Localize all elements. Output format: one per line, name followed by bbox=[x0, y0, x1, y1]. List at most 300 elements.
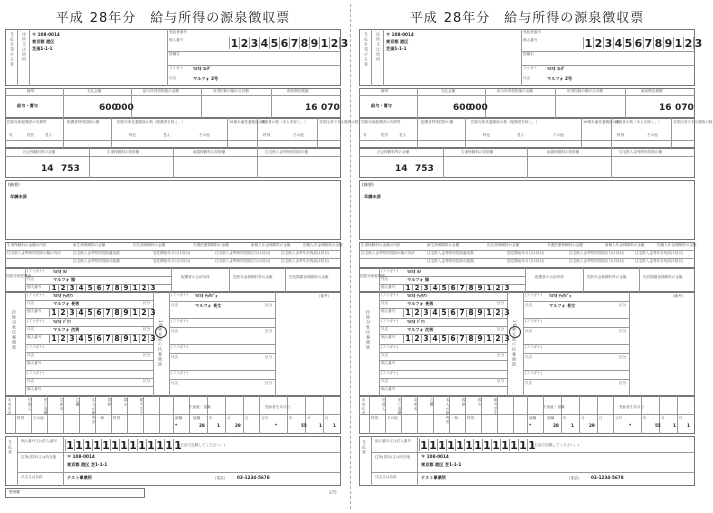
digit-cell: 8 bbox=[466, 334, 475, 343]
under16-name-label: 氏名 bbox=[525, 329, 533, 333]
life-insurance-header: 生命保険料の控除額 bbox=[461, 150, 494, 154]
digit-cell: 1 bbox=[130, 334, 139, 343]
under16-count-header: 16歳未満扶養親族の数 bbox=[583, 120, 620, 124]
dependent-kana-label: (フリガナ) bbox=[381, 293, 398, 297]
seiri-box bbox=[5, 488, 145, 498]
digit-cell: 1 bbox=[230, 37, 239, 50]
dependent-no-label: 個人番号 bbox=[27, 309, 42, 313]
detail-balance-2: 住宅借入金等年末残高(2回目) bbox=[281, 259, 330, 263]
dependent-divider bbox=[379, 344, 507, 345]
digit-cell: 9 bbox=[310, 37, 319, 50]
digit-cell: 9 bbox=[475, 308, 484, 317]
under16-ku-label: 区分 bbox=[265, 355, 273, 359]
digit-cell: 1 bbox=[429, 439, 437, 452]
digit-cell: 8 bbox=[654, 37, 663, 50]
dependent-subline bbox=[25, 300, 153, 301]
under16-count-header: 16歳未満扶養親族の数 bbox=[229, 120, 266, 124]
remarks-box bbox=[359, 180, 695, 240]
sub-follow: 従有 bbox=[27, 133, 35, 137]
digit-cell: 1 bbox=[584, 37, 593, 50]
status-col-line bbox=[243, 396, 244, 434]
status-header: 本人が障害者 bbox=[445, 398, 449, 425]
digit-cell: 5 bbox=[624, 37, 633, 50]
dependent-name-label: 氏名 bbox=[27, 379, 35, 383]
status-subheader: 月 bbox=[581, 416, 585, 420]
spouse-special-header: 配偶者特別控除の額 bbox=[421, 120, 454, 124]
col-after-deduction: 給与所得控除後の金額 bbox=[143, 89, 179, 93]
dependent-no-label: 個人番号 bbox=[381, 387, 396, 391]
amount-type: 給与・賞与 bbox=[371, 103, 392, 108]
under16-kana-label: (フリガナ) bbox=[171, 345, 188, 349]
social-insurance-thousands: 14 bbox=[41, 164, 54, 174]
position-label: 役職名 bbox=[169, 52, 180, 56]
birth-year: 55 bbox=[301, 423, 307, 428]
detail-medical: 介護医療保険料の金額 bbox=[547, 243, 583, 247]
sub-yes: 有 bbox=[363, 133, 367, 137]
spouse-kana-label: (フリガナ) bbox=[27, 269, 44, 273]
digit-cell: 9 bbox=[664, 37, 673, 50]
under16-kana-label: (フリガナ) bbox=[525, 371, 542, 375]
digit-cell: 1 bbox=[528, 439, 536, 452]
digit-cell: 2 bbox=[139, 284, 148, 292]
digit-cell: 4 bbox=[430, 334, 439, 343]
selection-circle bbox=[155, 326, 167, 338]
under16-kana-label: (フリガナ) bbox=[525, 293, 542, 297]
withholding-slip-copy-1 bbox=[3, 0, 359, 513]
sub-special: 特別 bbox=[263, 133, 271, 137]
dependent-kana-label: (フリガナ) bbox=[27, 319, 44, 323]
status-subheader: 日 bbox=[245, 416, 249, 420]
payee-personal-no bbox=[583, 37, 703, 49]
digit-cell: 1 bbox=[447, 439, 455, 452]
digit-cell: 4 bbox=[430, 308, 439, 317]
dependent-subline bbox=[25, 378, 153, 379]
status-header: 死亡退職 bbox=[43, 398, 47, 416]
detail-old-life: 旧生命保険料の金額 bbox=[487, 243, 520, 247]
status-subheader: 年 bbox=[289, 416, 293, 420]
tax-thousands: 16 bbox=[659, 103, 672, 113]
under16-label: 16歳未満の扶養親族 bbox=[158, 320, 163, 368]
detail-housing-type-2: 住宅借入金等特別控除区分(2回目) bbox=[569, 259, 625, 263]
spouse-income-label: 配偶者の合計所得 bbox=[181, 275, 210, 279]
status-subheader: 年 bbox=[209, 416, 213, 420]
dependents-label: 控除対象扶養親族 bbox=[366, 310, 371, 350]
spouse-name-label: 氏名 bbox=[381, 277, 389, 281]
status-header: 寡婦 bbox=[461, 398, 465, 407]
digit-cell: 2 bbox=[493, 334, 502, 343]
digit-cell: 3 bbox=[502, 334, 511, 343]
dependent-subline bbox=[379, 360, 507, 361]
payee-address-label: 住所又は居所 bbox=[22, 32, 27, 62]
housing-loan-header: 住宅借入金等特別控除の額 bbox=[619, 150, 663, 154]
social-insurance-ones: 753 bbox=[415, 164, 434, 174]
dependent-no-label: 個人番号 bbox=[381, 335, 396, 339]
under16-name-label: 氏名 bbox=[171, 381, 179, 385]
status-col-line bbox=[259, 396, 260, 434]
payee-postal: 〒 108-0014 bbox=[386, 32, 414, 37]
digit-cell: 8 bbox=[466, 284, 475, 292]
sub-elderly-2: 老人 bbox=[163, 133, 171, 137]
col-type: 種別 bbox=[381, 89, 389, 93]
payee-postal: 〒 108-0014 bbox=[32, 32, 60, 37]
digit-cell: 1 bbox=[49, 334, 58, 343]
digit-cell: 6 bbox=[448, 308, 457, 317]
digit-cell: 1 bbox=[483, 439, 491, 452]
payee-name-label: 氏名 bbox=[169, 76, 177, 80]
under16-kana-label: (フリガナ) bbox=[525, 345, 542, 349]
digit-cell: 5 bbox=[439, 308, 448, 317]
digit-cell: 1 bbox=[484, 308, 493, 317]
era-label: 平成 bbox=[55, 11, 84, 26]
dependent-no-label: 個人番号 bbox=[27, 361, 42, 365]
sub-other: その他 bbox=[199, 133, 210, 137]
status-subheader: 就職 bbox=[529, 416, 537, 420]
furigana-label: フリガナ bbox=[523, 66, 538, 70]
status-col-line bbox=[173, 396, 174, 434]
dependent-name: マルフォ 次男 bbox=[53, 327, 80, 332]
withholding-slip-copy-2 bbox=[357, 0, 713, 513]
birth-day: 1 bbox=[687, 423, 690, 428]
personal-no-label: 個人番号 bbox=[169, 38, 184, 42]
social-insurance-ones: 753 bbox=[61, 164, 80, 174]
under16-kana: ﾏﾙﾌｵ ﾁｮｳｼﾞｮ bbox=[549, 293, 572, 298]
digit-cell: 1 bbox=[465, 439, 473, 452]
sub-elderly: 老人 bbox=[45, 133, 53, 137]
dependent-name: マルフォ 次男 bbox=[407, 327, 434, 332]
digit-cell: 1 bbox=[111, 439, 119, 452]
remarks-label: (摘要) bbox=[362, 182, 374, 187]
status-col-line bbox=[561, 396, 562, 434]
col-withholding: 源泉徴収税額 bbox=[641, 89, 663, 93]
status-subheader: 退職 bbox=[547, 416, 555, 420]
dependent-no bbox=[49, 308, 157, 317]
dependent-ku-label: 区分 bbox=[497, 353, 505, 357]
under16-name-label: 氏名 bbox=[525, 355, 533, 359]
spouse-kana: ﾏﾙﾌｵ ﾖﾒ bbox=[407, 269, 422, 274]
payer-phone-label: (電話) bbox=[569, 476, 579, 480]
dependent-ku-label: 区分 bbox=[143, 353, 151, 357]
spouse-name-label: 氏名 bbox=[27, 277, 35, 281]
digit-cell: 7 bbox=[103, 284, 112, 292]
status-subheader: 日 bbox=[325, 416, 329, 420]
payee-address-1: 東京都 港区 bbox=[32, 39, 55, 44]
under16-name: マルフォ 長女 bbox=[549, 303, 576, 308]
dependent-subline bbox=[379, 300, 507, 301]
remarks-text: 年調未済 bbox=[10, 194, 27, 199]
status-subheader: 一般 bbox=[97, 416, 105, 420]
under16-name-label: 氏名 bbox=[171, 355, 179, 359]
detail-medical: 介護医療保険料の金額 bbox=[193, 243, 229, 247]
position-label: 役職名 bbox=[523, 52, 534, 56]
payer-address: 東京都 港区 芝1-1-1 bbox=[67, 462, 108, 467]
status-subheader: 日 bbox=[679, 416, 683, 420]
form-title bbox=[3, 7, 343, 26]
dependent-kana: ﾏﾙﾌｵ ｼﾞﾅﾝ bbox=[407, 319, 426, 324]
dependent-kana: ﾏﾙﾌｵ ﾁｮｳﾅﾝ bbox=[407, 293, 428, 298]
receiver-no-label: 受給者番号 bbox=[169, 30, 187, 34]
status-header: 乙欄 bbox=[75, 398, 79, 407]
dependent-name-label: 氏名 bbox=[381, 379, 389, 383]
status-subheader: 特別 bbox=[17, 416, 25, 420]
earthquake-insurance-header: 地震保険料の控除額 bbox=[193, 150, 226, 154]
payer-postal: 〒 108-0014 bbox=[67, 454, 95, 459]
digit-cell: 1 bbox=[130, 284, 139, 292]
status-subheader: その他 bbox=[33, 416, 44, 420]
dependent-name-label: 氏名 bbox=[27, 327, 35, 331]
digit-cell: 3 bbox=[604, 37, 613, 50]
payment-ones: 000 bbox=[469, 103, 488, 113]
payer-postal: 〒 108-0014 bbox=[421, 454, 449, 459]
dependent-divider bbox=[25, 370, 153, 371]
payer-no-note: (右詰で記載してください。) bbox=[179, 443, 225, 447]
dependent-divider bbox=[25, 318, 153, 319]
payer-address: 東京都 港区 芝1-1-1 bbox=[421, 462, 462, 467]
under16-ku-label: 区分 bbox=[619, 355, 627, 359]
sub-other-2: その他 bbox=[647, 133, 658, 137]
col-withholding: 源泉徴収税額 bbox=[287, 89, 309, 93]
payee-address-label: 住所又は居所 bbox=[376, 32, 381, 62]
status-header: 寡夫 bbox=[123, 398, 127, 407]
digit-cell: 1 bbox=[165, 439, 173, 452]
spouse-special-header: 配偶者特別控除の額 bbox=[67, 120, 100, 124]
detail-old-pension: 旧個人年金保険料の金額 bbox=[303, 243, 343, 247]
birth-day: 1 bbox=[333, 423, 336, 428]
detail-housing-count: 住宅借入金等特別控除適用数 bbox=[427, 251, 474, 255]
dependent-subline bbox=[379, 326, 507, 327]
status-subheader: 就職 bbox=[175, 416, 183, 420]
detail-balance-1: 住宅借入金等年末残高(1回目) bbox=[635, 251, 684, 255]
status-month: 1 bbox=[217, 423, 220, 428]
digit-cell: 8 bbox=[112, 284, 121, 292]
status-subheader: 月 bbox=[661, 416, 665, 420]
digit-cell: 2 bbox=[330, 37, 339, 50]
under16-name-label: 氏名 bbox=[171, 329, 179, 333]
col-deduction-total: 所得控除の額の合計額 bbox=[213, 89, 249, 93]
dependent-name-label: 氏名 bbox=[381, 301, 389, 305]
dependent-no bbox=[403, 308, 511, 317]
digit-cell: 1 bbox=[484, 284, 493, 292]
status-col-line bbox=[225, 396, 226, 434]
payer-no-label: 個人番号又は法人番号 bbox=[21, 439, 57, 443]
status-year: 28 bbox=[553, 423, 559, 428]
digit-cell: 1 bbox=[49, 308, 58, 317]
under16-name-label: 氏名 bbox=[171, 303, 179, 307]
remarks-label: (摘要) bbox=[8, 182, 20, 187]
status-col-line bbox=[543, 396, 544, 434]
dependent-kana: ﾏﾙﾌｵ ﾁｮｳﾅﾝ bbox=[53, 293, 74, 298]
old-pension-label: 旧長期損害保険料の金額 bbox=[289, 275, 329, 279]
detail-old-pension: 旧個人年金保険料の金額 bbox=[657, 243, 697, 247]
under16-ku-label: 区分 bbox=[265, 329, 273, 333]
dependent-name-label: 氏名 bbox=[27, 301, 35, 305]
status-subheader: 特別 bbox=[371, 416, 379, 420]
under16-name: マルフォ 長女 bbox=[195, 303, 222, 308]
biko-label: (備考) bbox=[673, 294, 683, 298]
digit-cell: 3 bbox=[421, 308, 430, 317]
under16-ku-label: 区分 bbox=[619, 303, 627, 307]
dependent-name: マルフォ 長男 bbox=[53, 301, 80, 306]
dependent-no bbox=[49, 334, 157, 343]
dependents-label: 控除対象扶養親族 bbox=[12, 310, 17, 350]
status-day: 29 bbox=[589, 423, 595, 428]
col-payment: 支払金額 bbox=[441, 89, 456, 93]
digit-cell: 7 bbox=[457, 284, 466, 292]
detail-move-in-2: 居住開始年月日(2回目) bbox=[507, 259, 545, 263]
digit-cell: 2 bbox=[58, 308, 67, 317]
digit-cell: 5 bbox=[85, 334, 94, 343]
pension-label: 国民年金保険料等の金額 bbox=[587, 275, 627, 279]
spouse-income-label: 配偶者の合計所得 bbox=[535, 275, 564, 279]
status-header: 外国人 bbox=[27, 398, 31, 412]
dependent-ku-label: 区分 bbox=[497, 379, 505, 383]
digit-cell: 8 bbox=[466, 308, 475, 317]
dependent-kana-label: (フリガナ) bbox=[381, 319, 398, 323]
digit-cell: 7 bbox=[103, 334, 112, 343]
tax-ones: 070 bbox=[675, 103, 694, 113]
digit-cell: 1 bbox=[420, 439, 428, 452]
digit-cell: 3 bbox=[148, 308, 157, 317]
dependent-divider bbox=[379, 318, 507, 319]
dependent-ku-label: 区分 bbox=[143, 301, 151, 305]
earthquake-insurance-header: 地震保険料の控除額 bbox=[547, 150, 580, 154]
digit-cell: 1 bbox=[519, 439, 527, 452]
payer-name-label: 氏名又は名称 bbox=[375, 475, 397, 479]
digit-cell: 9 bbox=[475, 334, 484, 343]
under16-name-label: 氏名 bbox=[525, 303, 533, 307]
status-subheader: 退職 bbox=[193, 416, 201, 420]
detail-life-label: 生命保険料の金額の内訳 bbox=[361, 243, 401, 247]
detail-housing-possible: 住宅借入金等特別控除可能額 bbox=[73, 259, 120, 263]
under16-subline bbox=[169, 327, 275, 328]
era-label: 平成 bbox=[409, 11, 438, 26]
under16-name-label: 氏名 bbox=[525, 381, 533, 385]
digit-cell: 2 bbox=[493, 284, 502, 292]
detail-housing-count: 住宅借入金等特別控除適用数 bbox=[73, 251, 120, 255]
digit-cell: 9 bbox=[121, 308, 130, 317]
payee-side-label: 支払を受ける者 bbox=[364, 32, 369, 67]
payee-address-2: 芝浦1-1-1 bbox=[386, 46, 407, 51]
dependent-subline bbox=[25, 352, 153, 353]
dependents-count-header: 控除対象扶養親族の数（配偶者を除く。） bbox=[471, 120, 540, 124]
payer-no-label: 個人番号又は法人番号 bbox=[375, 439, 411, 443]
sub-elderly: 老人 bbox=[399, 133, 407, 137]
sub-other: その他 bbox=[553, 133, 564, 137]
status-col-line bbox=[597, 396, 598, 434]
detail-new-life: 新生命保険料の金額 bbox=[73, 243, 106, 247]
dependent-no-label: 個人番号 bbox=[27, 335, 42, 339]
payee-name-label: 氏名 bbox=[523, 76, 531, 80]
digit-cell: 9 bbox=[121, 284, 130, 292]
col-after-deduction: 給与所得控除後の金額 bbox=[497, 89, 533, 93]
dependent-name-label: 氏名 bbox=[27, 353, 35, 357]
digit-cell: 4 bbox=[430, 284, 439, 292]
payee-personal-no bbox=[229, 37, 349, 49]
payer-corporate-no bbox=[419, 439, 536, 451]
nonresident-header: 非居住者である親族の数 bbox=[673, 120, 713, 124]
spouse-no bbox=[403, 284, 511, 292]
dependent-kana-label: (フリガナ) bbox=[381, 371, 398, 375]
digit-cell: 3 bbox=[421, 334, 430, 343]
sub-specific: 特定 bbox=[483, 133, 491, 137]
spouse-section-label: 控除対象配偶者 bbox=[6, 274, 32, 278]
detail-balance-1: 住宅借入金等年末残高(1回目) bbox=[281, 251, 330, 255]
payer-phone: 03-1234-5678 bbox=[237, 475, 270, 480]
digit-cell: 4 bbox=[614, 37, 623, 50]
payee-name: マルフォ 2号 bbox=[547, 76, 573, 81]
disabled-count-header: 障害者の数（本人を除く。） bbox=[615, 120, 662, 124]
digit-cell: 5 bbox=[439, 334, 448, 343]
status-mark-1: * bbox=[529, 423, 532, 428]
digit-cell: 1 bbox=[130, 308, 139, 317]
status-header: 死亡退職 bbox=[397, 398, 401, 416]
digit-cell: 6 bbox=[94, 284, 103, 292]
digit-cell: 3 bbox=[67, 334, 76, 343]
status-col-line bbox=[189, 396, 190, 434]
dependent-subline bbox=[379, 378, 507, 379]
digit-cell: 1 bbox=[75, 439, 83, 452]
detail-move-in-1: 居住開始年月日(1回目) bbox=[153, 251, 191, 255]
dependent-ku-label: 区分 bbox=[143, 327, 151, 331]
spouse-status-header: 控除対象配偶者の有無等 bbox=[361, 120, 401, 124]
digit-cell: 9 bbox=[121, 334, 130, 343]
digit-cell: 2 bbox=[58, 284, 67, 292]
status-month: 1 bbox=[571, 423, 574, 428]
col-payment: 支払金額 bbox=[87, 89, 102, 93]
digit-cell: 3 bbox=[502, 308, 511, 317]
spouse-name: マルフォ 嫁 bbox=[407, 277, 430, 282]
digit-cell: 1 bbox=[403, 284, 412, 292]
digit-cell: 8 bbox=[300, 37, 309, 50]
detail-move-in-1: 居住開始年月日(1回目) bbox=[507, 251, 545, 255]
dependent-kana-label: (フリガナ) bbox=[381, 345, 398, 349]
status-mark-2: * bbox=[629, 423, 632, 428]
dependent-ku-label: 区分 bbox=[497, 327, 505, 331]
remarks-box bbox=[5, 180, 341, 240]
digit-cell: 2 bbox=[58, 334, 67, 343]
digit-cell: 2 bbox=[139, 334, 148, 343]
dependent-name: マルフォ 長男 bbox=[407, 301, 434, 306]
status-col-line bbox=[207, 396, 208, 434]
dependent-divider bbox=[379, 370, 507, 371]
digit-cell: 1 bbox=[93, 439, 101, 452]
dependent-no-label: 個人番号 bbox=[27, 387, 42, 391]
payer-name: テスト事業所 bbox=[421, 475, 446, 480]
digit-cell: 7 bbox=[457, 334, 466, 343]
status-subheader: 月 bbox=[227, 416, 231, 420]
digit-cell: 9 bbox=[475, 284, 484, 292]
status-header: 災害者 bbox=[413, 398, 417, 412]
status-header: 未成年者 bbox=[7, 398, 11, 416]
status-col-line bbox=[323, 396, 324, 434]
dependents-count-header: 控除対象扶養親族の数（配偶者を除く。） bbox=[117, 120, 186, 124]
dependent-name-label: 氏名 bbox=[381, 327, 389, 331]
amount-type: 給与・賞与 bbox=[17, 103, 38, 108]
digit-cell: 1 bbox=[320, 37, 329, 50]
status-col-line bbox=[527, 396, 528, 434]
sub-elderly-2: 老人 bbox=[517, 133, 525, 137]
status-col-line bbox=[287, 396, 288, 434]
status-subheader: 年 bbox=[643, 416, 647, 420]
payee-kana: ﾏﾙﾌｵ ｽﾚﾀﾞ bbox=[193, 66, 212, 71]
status-col-line bbox=[305, 396, 306, 434]
digit-cell: 4 bbox=[76, 334, 85, 343]
detail-new-pension: 新個人年金保険料の金額 bbox=[605, 243, 645, 247]
digit-cell: 1 bbox=[492, 439, 500, 452]
payee-name: マルフォ 2号 bbox=[193, 76, 219, 81]
payer-section-label: 支払者 bbox=[8, 440, 13, 455]
payment-ones: 000 bbox=[115, 103, 134, 113]
payer-no-note: (右詰で記載してください。) bbox=[533, 443, 579, 447]
